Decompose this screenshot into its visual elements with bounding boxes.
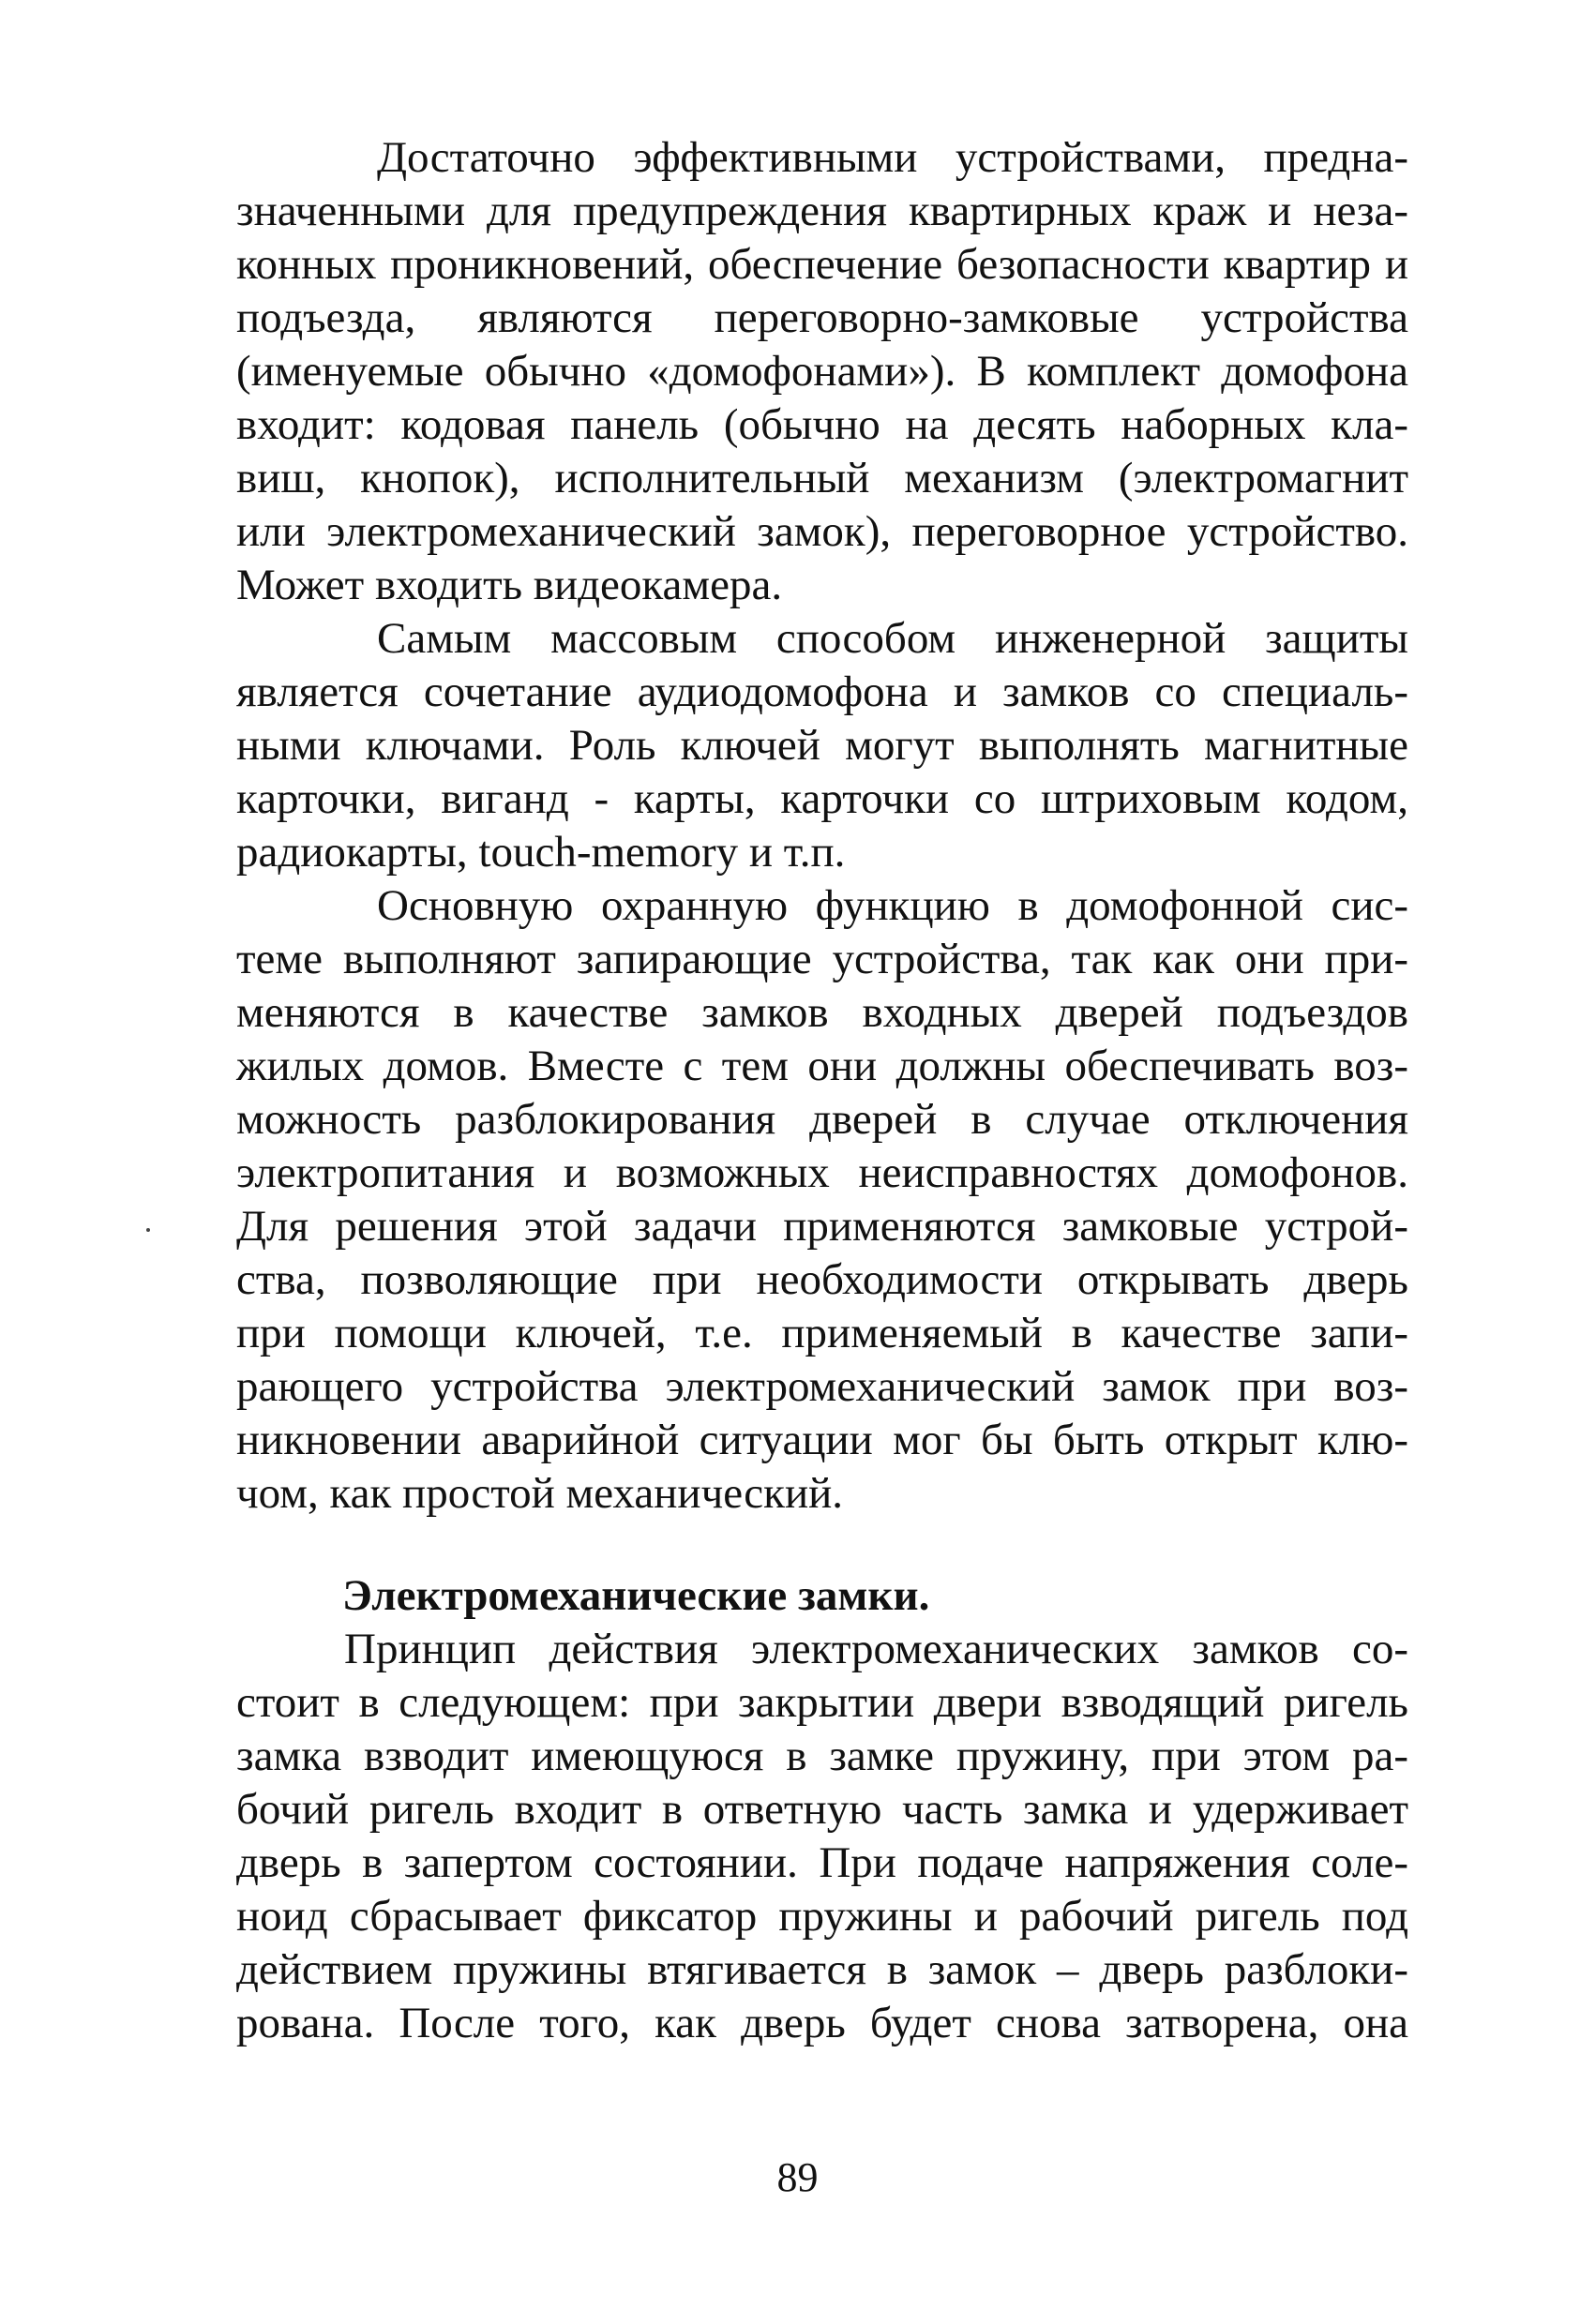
text-line: входит: кодовая панель (обычно на десять наборных кла- (236, 400, 1408, 449)
section-heading: Электромеханические замки. (342, 1571, 930, 1620)
text-line: Основную охранную функцию в домофонной сис- (377, 881, 1408, 930)
text-line: (именуемые обычно «домофонами»). В комплект домофона (236, 347, 1408, 396)
text-line: жилых домов. Вместе с тем они должны обеспечивать воз- (236, 1042, 1408, 1090)
text-line: никновении аварийной ситуации мог бы быть открыт клю- (236, 1416, 1408, 1464)
scan-speck (146, 1228, 150, 1232)
text-line: дверь в запертом состоянии. При подаче напряжения соле- (236, 1838, 1408, 1887)
paragraph-4 (236, 1623, 1408, 2050)
text-line: ноид сбрасывает фиксатор пружины и рабочий ригель под (236, 1892, 1408, 1941)
text-line: подъезда, являются переговорно-замковые устройства (236, 293, 1408, 342)
text-line: Самым массовым способом инженерной защиты (377, 614, 1408, 663)
text-line: ными ключами. Роль ключей могут выполнять магнитные (236, 721, 1408, 770)
text-line: Достаточно эффективными устройствами, предна- (377, 133, 1408, 182)
text-line: стоит в следующем: при закрытии двери взводящий ригель (236, 1678, 1408, 1727)
paragraph-2 (236, 612, 1408, 879)
text-line: значенными для предупреждения квартирных краж и неза- (236, 187, 1408, 235)
text-line: радиокарты, touch-memory и т.п. (236, 828, 846, 877)
text-line: конных проникновений, обеспечение безопасности квартир и (236, 240, 1408, 289)
text-line: меняются в качестве замков входных дверей подъездов (236, 988, 1408, 1037)
text-line: действием пружины втягивается в замок – дверь разблоки- (236, 1945, 1408, 1994)
text-line: Для решения этой задачи применяются замковые устрой- (236, 1202, 1408, 1251)
text-line: чом, как простой механический. (236, 1469, 844, 1518)
text-line: рована. После того, как дверь будет снова затворена, она (236, 1999, 1408, 2047)
page-number: 89 (776, 2154, 819, 2200)
text-line: или электромеханический замок), переговорное устройство. (236, 507, 1408, 556)
text-line: бочий ригель входит в ответную часть замка и удерживает (236, 1785, 1408, 1834)
text-line: электропитания и возможных неисправностях домофонов. (236, 1148, 1408, 1197)
text-line: теме выполняют запирающие устройства, так как они при- (236, 935, 1408, 983)
page-body (236, 131, 1408, 2050)
text-line: Принцип действия электромеханических замков со- (344, 1625, 1408, 1673)
text-line: замка взводит имеющуюся в замке пружину, при этом ра- (236, 1732, 1408, 1780)
text-line: ства, позволяющие при необходимости открывать дверь (236, 1255, 1408, 1304)
text-line: Может входить видеокамера. (236, 561, 783, 609)
paragraph-3 (236, 879, 1408, 1521)
text-line: рающего устройства электромеханический замок при воз- (236, 1362, 1408, 1411)
text-line: карточки, виганд - карты, карточки со штриховым кодом, (236, 774, 1408, 823)
paragraph-1 (236, 131, 1408, 612)
text-line: виш, кнопок), исполнительный механизм (электромагнит (236, 454, 1408, 502)
text-line: при помощи ключей, т.е. применяемый в качестве запи- (236, 1309, 1408, 1357)
text-line: можность разблокирования дверей в случае отключения (236, 1095, 1408, 1144)
text-line: является сочетание аудиодомофона и замков со специаль- (236, 667, 1408, 716)
